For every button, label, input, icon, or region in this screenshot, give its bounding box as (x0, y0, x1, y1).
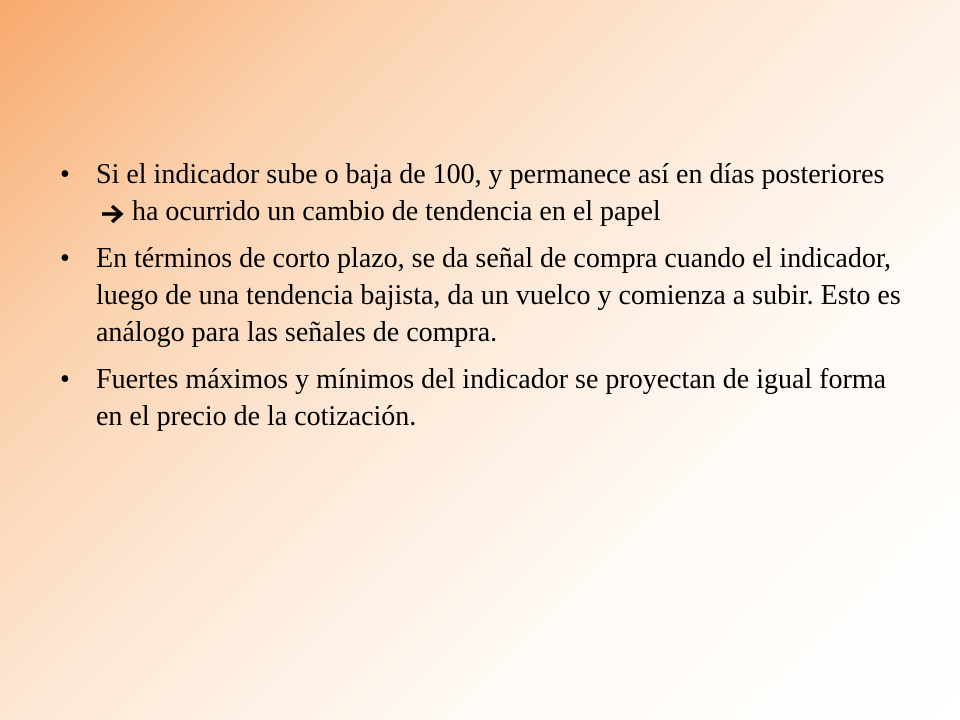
bullet-icon: • (60, 159, 70, 190)
bullet-text: Fuertes máximos y mínimos del indicador se proyectan de igual forma en el precio de la cotización. (96, 364, 887, 432)
bullet-list (60, 156, 910, 445)
bullet-text: En términos de corto plazo, se da señal de compra cuando el indicador, luego de una tendencia bajista, da un vuelco y comienza a subir. Esto es análogo para las señales de compra. (96, 243, 901, 348)
bullet-item-trend-change (60, 156, 910, 230)
arrow-right-icon (100, 203, 126, 225)
bullet-item-buy-signal (60, 240, 910, 351)
bullet-text-part-1: Si el indicador sube o baja de 100, y permanece así en días posteriores (96, 159, 885, 190)
bullet-text-part-2: ha ocurrido un cambio de tendencia en el papel (132, 196, 661, 227)
bullet-item-max-min (60, 361, 910, 435)
bullet-icon: • (60, 364, 70, 395)
bullet-icon: • (60, 243, 70, 274)
